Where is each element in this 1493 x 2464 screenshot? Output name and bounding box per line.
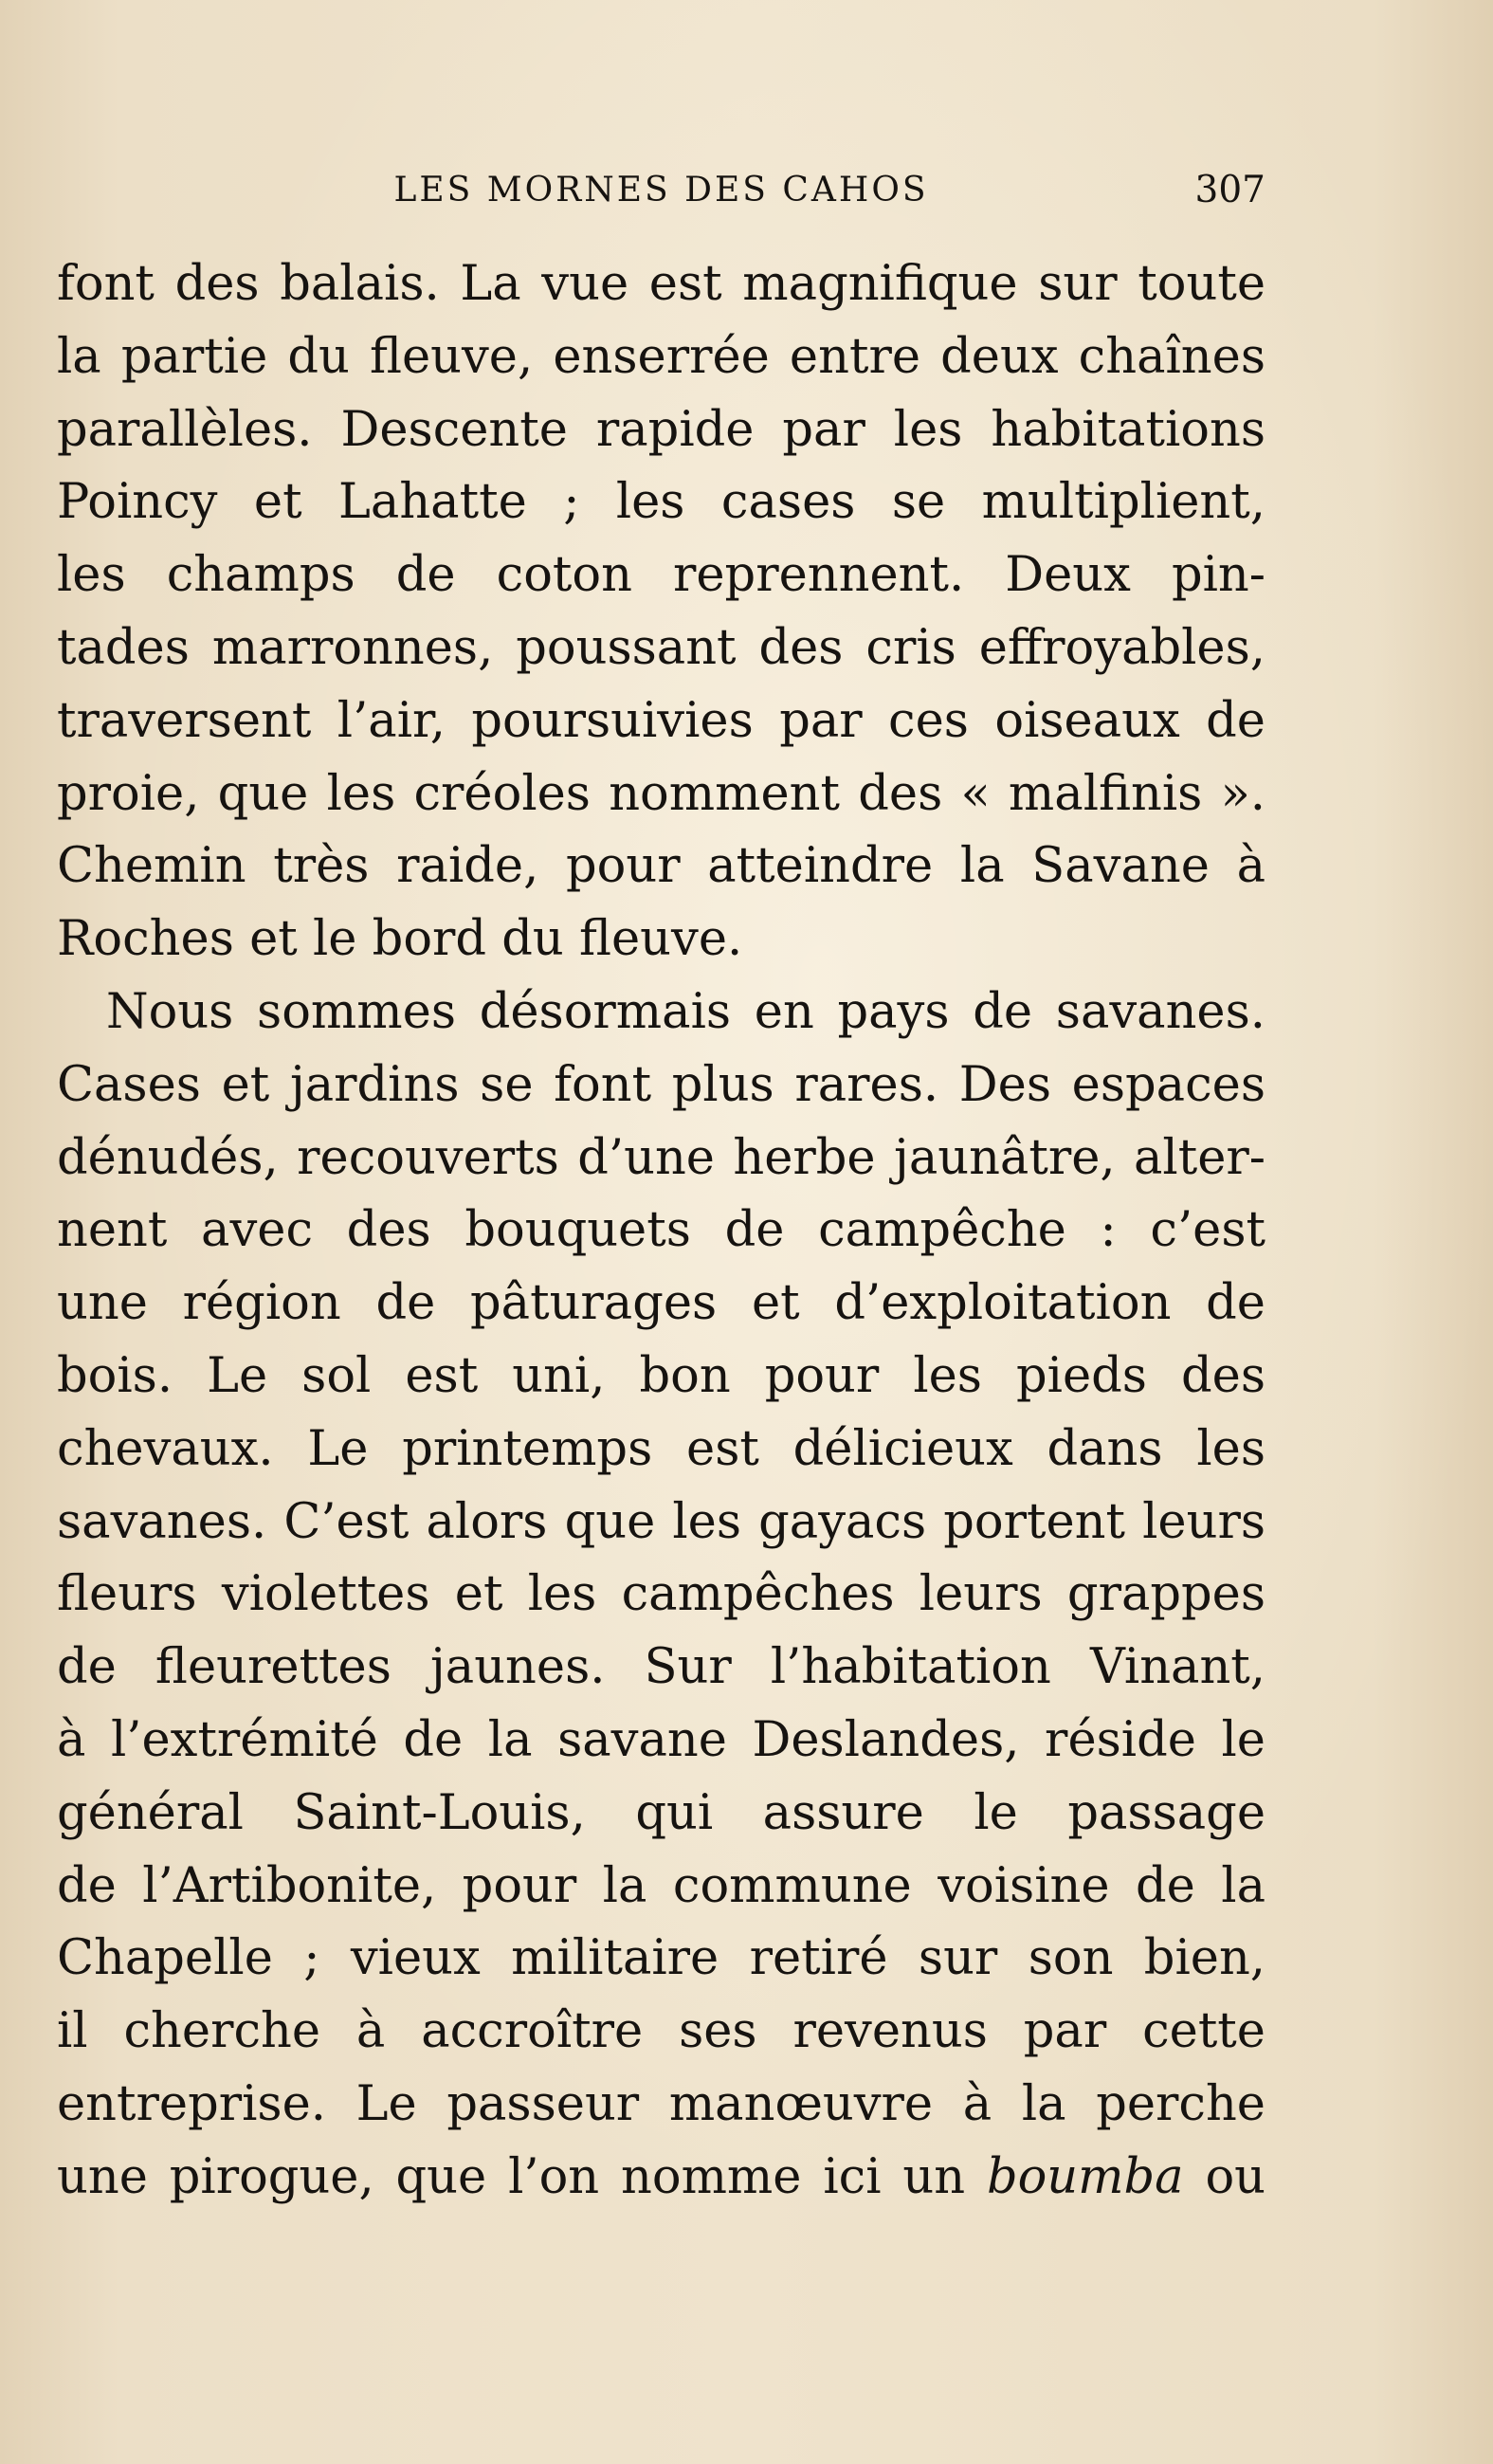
paragraph-start-line: Nous sommes désormais en pays de savanes. xyxy=(106,983,1265,1040)
text-line: Chapelle ; vieux militaire retiré sur son bien, xyxy=(57,1930,1265,1987)
text-line: proie, que les créoles nomment des « malfinis ». xyxy=(57,765,1265,822)
text-line: savanes. C’est alors que les gayacs portent leurs xyxy=(57,1493,1265,1550)
text-line: général Saint-Louis, qui assure le passage xyxy=(57,1784,1265,1841)
final-line-text: une pirogue, que l’on nomme ici un xyxy=(57,2148,987,2205)
text-line: à l’extrémité de la savane Deslandes, réside le xyxy=(57,1711,1265,1768)
final-line-tail: ou xyxy=(1183,2148,1265,2205)
text-line: entreprise. Le passeur manœuvre à la perche xyxy=(57,2075,1265,2132)
text-line: chevaux. Le printemps est délicieux dans les xyxy=(57,1420,1265,1477)
text-line: la partie du fleuve, enserrée entre deux chaînes xyxy=(57,328,1265,385)
body-text xyxy=(57,248,1265,2215)
text-line: fleurs violettes et les campêches leurs grappes xyxy=(57,1566,1265,1623)
text-line: parallèles. Descente rapide par les habitations xyxy=(57,401,1265,458)
text-line: Cases et jardins se font plus rares. Des espaces xyxy=(57,1056,1265,1113)
text-line: de l’Artibonite, pour la commune voisine de la xyxy=(57,1857,1265,1914)
text-line: de fleurettes jaunes. Sur l’habitation Vinant, xyxy=(57,1639,1265,1696)
text-line: il cherche à accroître ses revenus par cette xyxy=(57,2003,1265,2060)
text-line: font des balais. La vue est magnifique sur toute xyxy=(57,256,1265,312)
text-line: les champs de coton reprennent. Deux pin- xyxy=(57,547,1265,604)
text-line: dénudés, recouverts d’une herbe jaunâtre, alter- xyxy=(57,1129,1265,1186)
text-line: bois. Le sol est uni, bon pour les pieds des xyxy=(57,1347,1265,1404)
text-line: une région de pâturages et d’exploitation de xyxy=(57,1275,1265,1332)
text-line: traversent l’air, poursuivies par ces oiseaux de xyxy=(57,692,1265,749)
text-line: Chemin très raide, pour atteindre la Savane à xyxy=(57,838,1265,895)
text-line-final xyxy=(57,2142,1265,2215)
italic-word: boumba xyxy=(986,2148,1184,2205)
text-line: nent avec des bouquets de campêche : c’est xyxy=(57,1202,1265,1259)
running-title: LES MORNES DES CAHOS xyxy=(393,171,929,210)
page-number: 307 xyxy=(1194,169,1265,211)
running-head xyxy=(57,167,1265,214)
paragraph-end-line: Roches et le bord du fleuve. xyxy=(57,911,743,968)
text-line: tades marronnes, poussant des cris effroyables, xyxy=(57,619,1265,676)
text-line: Poincy et Lahatte ; les cases se multiplient, xyxy=(57,474,1265,531)
